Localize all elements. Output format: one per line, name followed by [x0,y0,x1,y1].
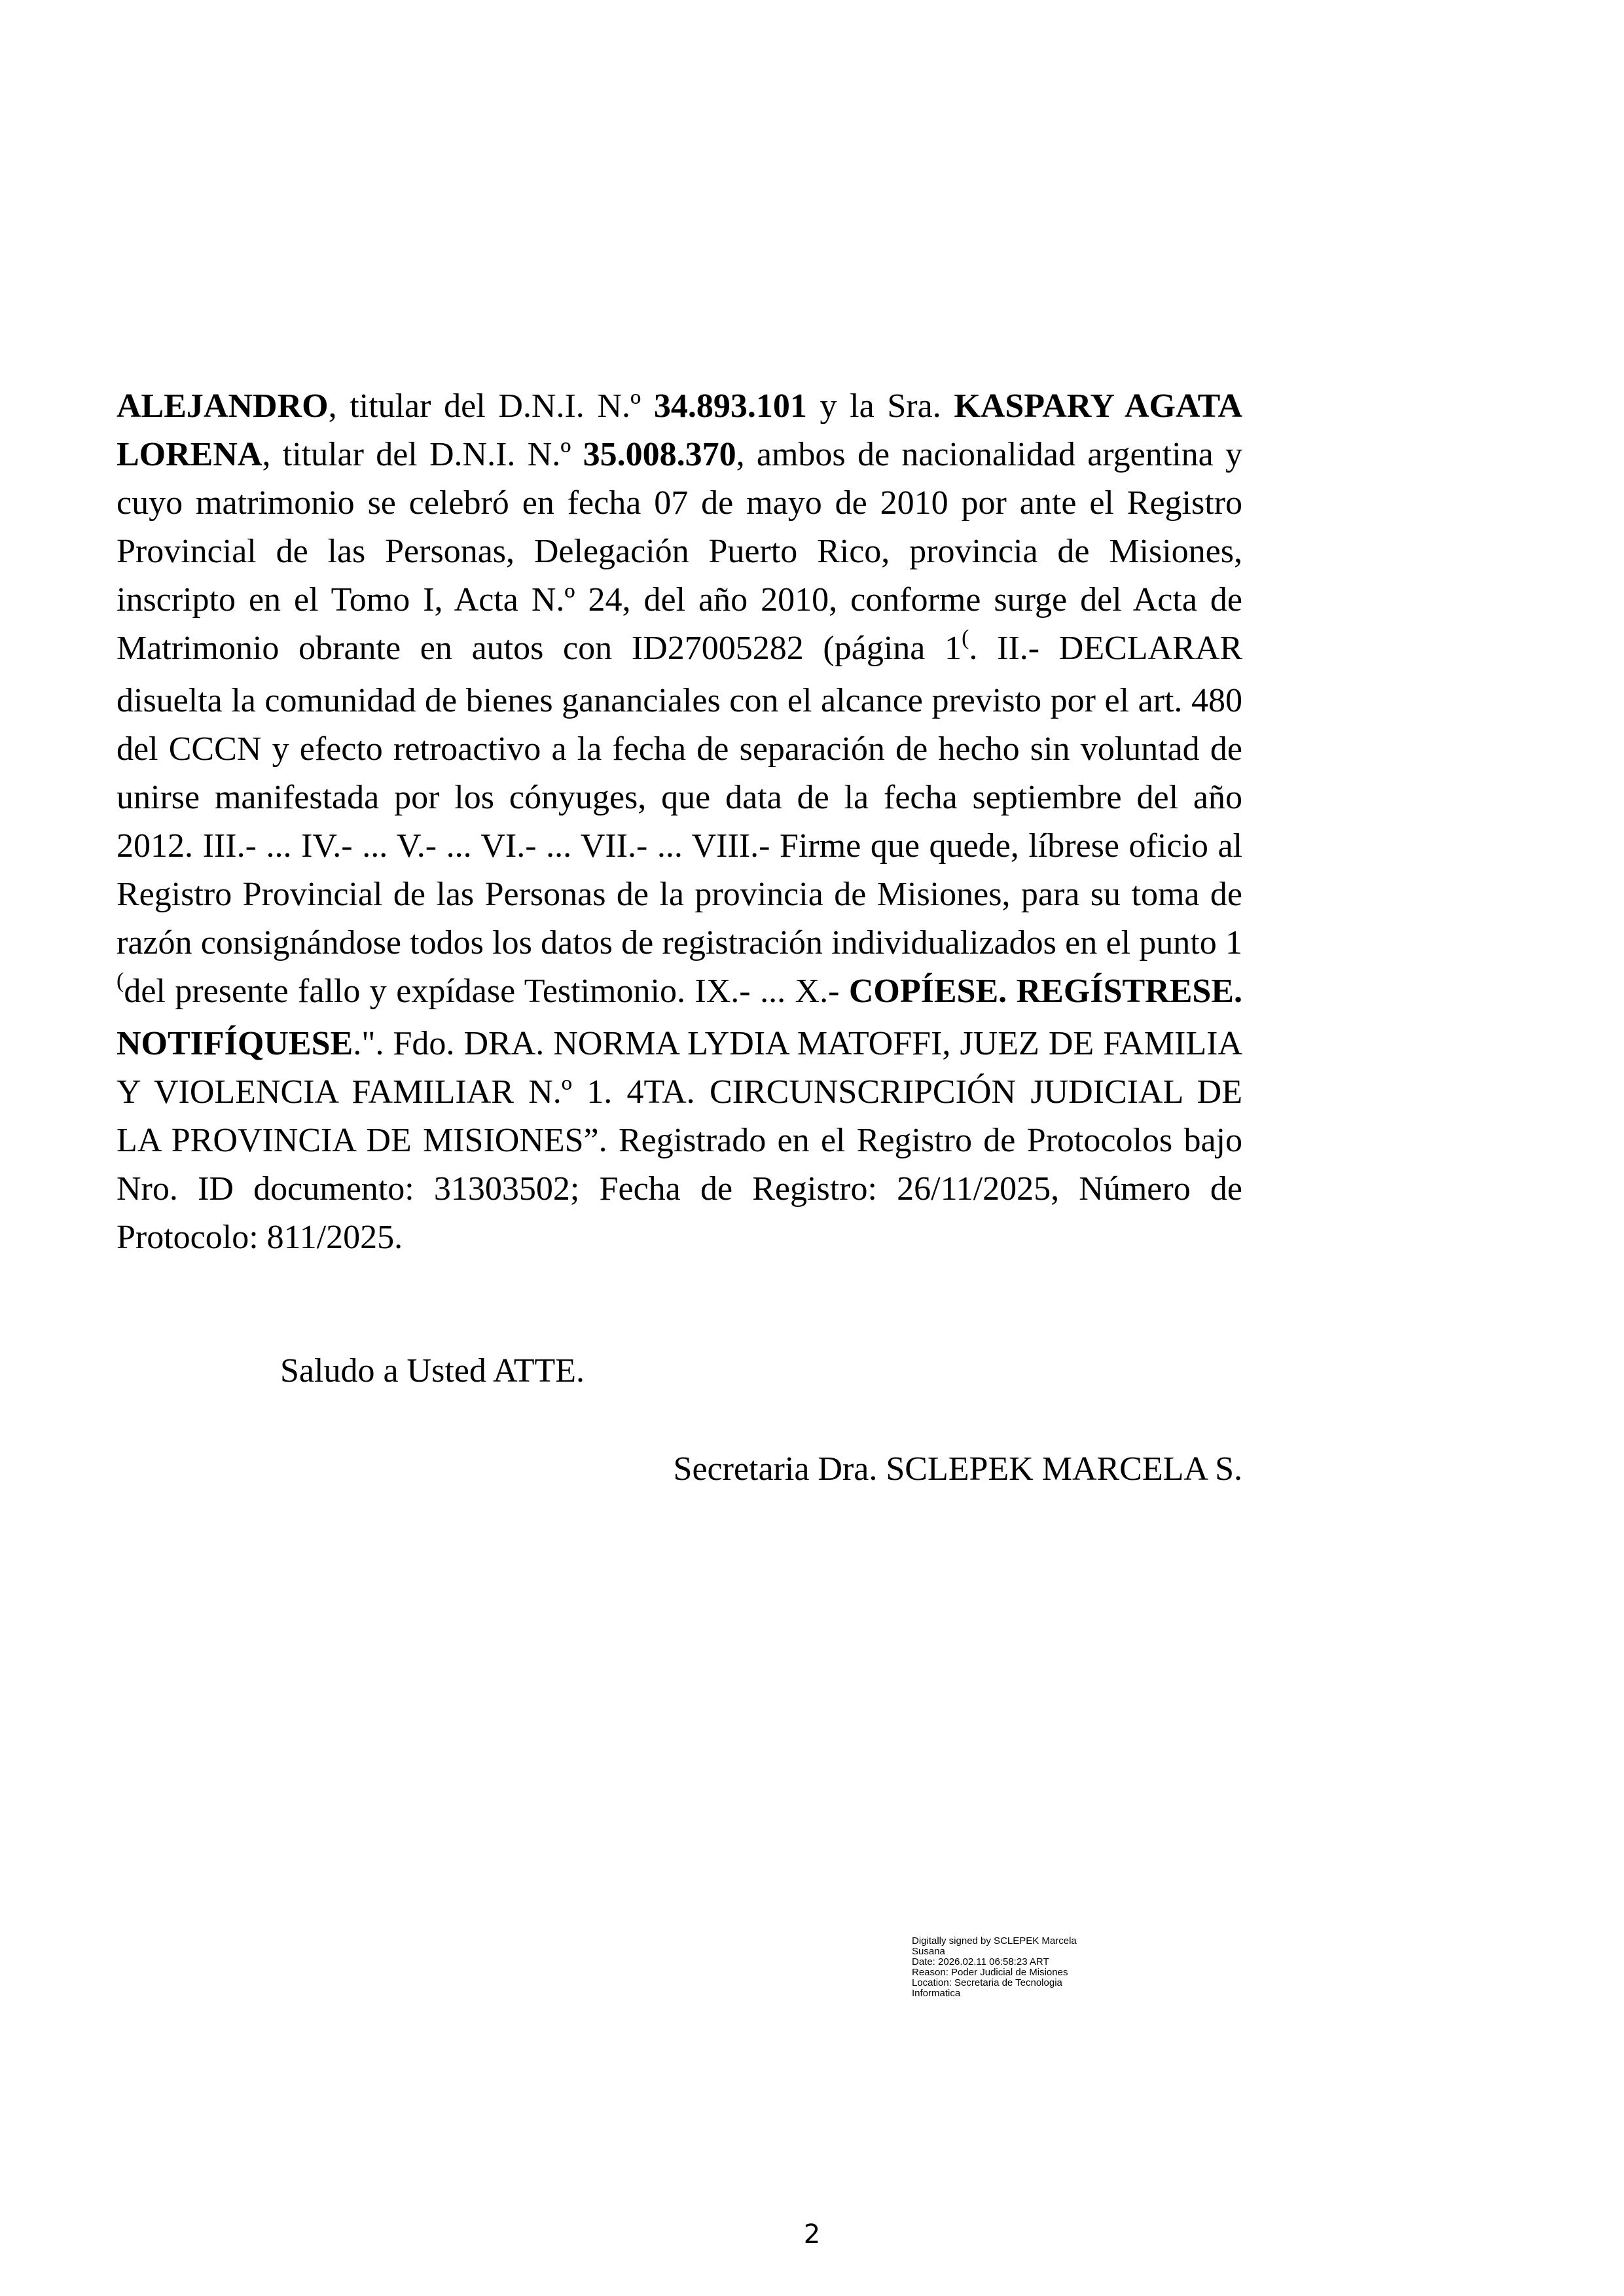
digital-signature-line: Date: 2026.02.11 06:58:23 ART [912,1956,1049,1967]
text-segment: y la Sra. [806,387,954,425]
text-segment: . II.- DECLARAR disuelta la comunidad de bienes gananciales con el alcance previsto por el art. 480 del CCCN y efecto retroactivo a la fecha de separación de hecho sin voluntad de unirse manifestada por los cónyuges, que data de la fecha septiembre del año 2012. III.- ... IV.- ... V.- ... VI.- ... VII.- ... VIII.- Firme que quede, líbrese oficio al Registro Provincial de las Personas de la provincia de Misiones, para su toma de razón consignándose todos los datos de registración individualizados en el punto 1 [117,630,1243,961]
signature-line: Secretaria Dra. SCLEPEK MARCELA S. [673,1450,1242,1488]
text-segment: , ambos de nacionalidad argentina y cuyo matrimonio se celebró en fecha 07 de mayo de 2010 por ante el Registro Provincial de las Personas, Delegación Puerto Rico, provincia de Misiones, inscripto en el Tomo I, Acta N.º 24, del año 2010, conforme surge del Acta de Matrimonio obrante en autos con ID27005282 (página 1 [117,436,1242,667]
digital-signature-line: Location: Secretaria de Tecnologia [912,1977,1062,1988]
name-alejandro: ALEJANDRO [117,387,329,425]
closing-order: COPÍESE. REGÍSTRESE. NOTIFÍQUESE [117,973,1242,1062]
text-segment: , titular del D.N.I. N.º [262,436,583,473]
name-kaspary: KASPARY AGATA LORENA [117,387,1242,473]
digital-signature-stamp [912,1936,1147,1999]
greeting: Saludo a Usted ATTE. [280,1352,585,1390]
dni-number-2: 35.008.370 [583,436,736,473]
text-segment: del presente fallo y expídase Testimonio. IX.- ... X.- [124,973,849,1010]
digital-signature-line: Reason: Poder Judicial de Misiones [912,1967,1068,1978]
digital-signature-line: Informatica [912,1988,961,1999]
body-paragraph [117,382,1242,1262]
text-segment: , titular del D.N.I. N.º [328,387,654,425]
digital-signature-line: Susana [912,1946,945,1957]
text-segment: .". Fdo. DRA. NORMA LYDIA MATOFFI, JUEZ DE FAMILIA Y VIOLENCIA FAMILIAR N.º 1. 4TA. CIRCUNSCRIPCIÓN JUDICIAL DE LA PROVINCIA DE MISIONES”. Registrado en el Registro de Protocolos bajo Nro. ID documento: 31303502; Fecha de Registro: 26/11/2025, Número de Protocolo: 811/2025. [117,1025,1242,1256]
superscript-mark: ( [962,626,969,650]
page-number: 2 [803,2219,821,2250]
dni-number-1: 34.893.101 [653,387,807,425]
digital-signature-line: Digitally signed by SCLEPEK Marcela [912,1935,1077,1946]
superscript-mark: ( [117,969,124,993]
